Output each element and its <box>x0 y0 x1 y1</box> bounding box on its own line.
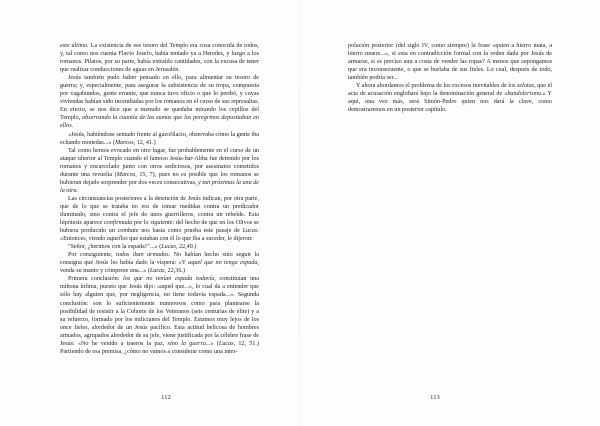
italic-text: aquel que no tenga espada, <box>188 260 259 267</box>
italic-text: zelotas <box>517 83 535 90</box>
text-run: : «Entonces, viendo <box>60 228 260 243</box>
text-run: que estaban con él lo que iba a suceder, le dijeron: <box>127 236 253 243</box>
text-run: polación posterior (del siglo IV, como siempre) la frase «quien a hierro mata, a hierro muere...», si esta en contradicción formal con la orden dada por Jesús de armarse, si es preciso aun a costa de vender las ropas? A menos que supongamos que era inconsecuente, o que se burlaba de sus fieles. Lo cual, después de todo, también podría ser... <box>348 43 552 82</box>
text-run: » ( <box>210 340 219 347</box>
paragraph <box>348 42 552 82</box>
text-run: , 22,49.) <box>175 244 197 251</box>
paragraph <box>60 131 259 147</box>
right-page-number: 113 <box>430 394 440 401</box>
italic-text: Lucas <box>161 244 176 251</box>
text-run: Jesús también pudo haber pensado en ello, para alimentar su tesoro de guerra; y, especialmente, para asegurar la subsistencia de su tropa, compuesta por vagabundos, gente errante, que nunca tuvo oficio o que lo perdió, y cuyas viviendas habían sido incendiadas por los romanos en el curso de sus represalias. En efecto, se nos dice que a menudo se quedaba mirando los cepillos del Templo, <box>60 75 260 122</box>
italic-text: sólo <box>60 292 71 299</box>
right-page <box>300 0 600 426</box>
text-run: , que el acta de acusación englobará bajo la denominación general de « <box>348 83 552 98</box>
italic-text: y tan próximas la una de la otra. <box>60 179 260 194</box>
italic-text: Marcos <box>116 171 136 178</box>
paragraph <box>60 243 259 251</box>
left-page-text <box>60 42 259 356</box>
italic-text: confirmada <box>103 220 133 227</box>
text-run: No habían hecho sino seguir la consigna que Jesús les había dado la víspera: «Y <box>60 252 260 267</box>
text-run: , 12, 41.) <box>133 139 156 146</box>
text-run: , 12, 51.) Partiendo de esa premisa, ¿cómo no vamos a considerar como una inter- <box>60 340 259 355</box>
italic-text: bandolerismo <box>507 91 542 98</box>
text-run: La existencia de ese tesoro del Templo era cosa conocida de todos, y, tal como nos cuenta Flavio Josefo, había tentado ya a Heredes, y luego a los romanos. Pilatos, por su parte, había extraído cantidades, con la excusa de tener que realizar conducciones de aguas en Jerusalén. <box>60 43 259 74</box>
text-run: "Señor, ¿herimos con la espada?"...» ( <box>68 244 162 251</box>
right-page-text <box>348 42 552 114</box>
paragraph <box>348 82 552 114</box>
italic-text: Lucas <box>242 228 258 235</box>
italic-text: este último. <box>60 43 89 49</box>
paragraph <box>60 275 259 355</box>
text-run: hay alguien que, por negligencia, no tiene todavía espada...». Segunda conclusión: son lo suficientemente numerosos como para plantearse la posibilidad de resistir a la Cohorte de los Veteranos (seis centurias de élite) y a su refuerzo, formado por los milicianos del Templo. Estamos muy lejos de los once fieles, alrededor de un Jesús pacífico. Esta actitud belicosa de hombres armados, agrupados alrededor de su jefe, viene justificada por la célebre frase de Jesús: «No he venido a traeros la paz, <box>60 292 259 347</box>
text-run: Tal como hemos evocado en otro lugar, fue probablemente en el curso de un ataque ulterior al Templo cuando el famoso Jesús-bar-Abba fue detenido por los romanos y encarcelado junto con otros sediciosos, por asesinatos cometidos durante una revuelta ( <box>60 147 259 178</box>
paragraph <box>60 251 259 275</box>
italic-text: sino la guerra... <box>167 340 211 347</box>
italic-text: Marcos <box>115 139 134 146</box>
text-run: : del hecho de que en los Olivos se hubiera producido un <box>60 220 259 235</box>
text-run: .» Y aquí, una vez más, será Simón-Pedro quien nos dará la clave, como demostraremos en un posterior capítulo. <box>348 91 552 114</box>
italic-text: siguiente <box>150 220 173 227</box>
paragraph <box>60 42 259 74</box>
text-run: Primera conclusión: <box>68 276 123 283</box>
italic-text: Lucas <box>149 268 165 275</box>
italic-text: combate <box>117 228 139 235</box>
paragraph <box>60 74 259 130</box>
italic-text: aquellos <box>106 236 128 243</box>
text-run: Y ahora abordamos el problema de los excesos inevitables de los <box>356 83 518 90</box>
italic-text: Lucas <box>218 340 234 347</box>
text-run: , 15, 7), pues no es posible que los romanos se hubieran dejado sorprender por dos veces consecutivas, <box>60 171 259 186</box>
italic-text: observando la cuantía de las sumas que los peregrinos depositaban en ellos. <box>60 115 259 130</box>
italic-text: todos iban armados. <box>116 252 171 259</box>
left-page-number: 112 <box>161 394 171 401</box>
paragraph <box>60 147 259 195</box>
text-run: nos basta como prueba este pasaje de <box>138 228 243 235</box>
text-run: «Jesús, habiéndose sentado frente al gazofilacio, observaba cómo la gente iba echando monedas...» ( <box>60 131 259 146</box>
paragraph <box>60 195 259 243</box>
text-run: Las circunstancias posteriores a la detención de Jesús indican, por otra parte, que de lo que se trataba no era de tomar medidas contra un predicador iluminado, sino contra el jefe de unos guerrilleros, contra un rebelde. Esta hipótesis aparece <box>60 195 259 227</box>
italic-text: los que no tenían espada todavía, <box>122 276 216 283</box>
text-run: Por consiguiente, <box>68 252 116 259</box>
text-run: constituían una miñona ínfima, puesto que Jesús dijo: «aquel que...», lo cual da a entender que <box>60 276 259 291</box>
text-run: venda su manto y cómprese una...» ( <box>60 268 150 275</box>
text-run: por lo <box>132 220 151 227</box>
text-run: , 22,36.) <box>164 268 186 275</box>
